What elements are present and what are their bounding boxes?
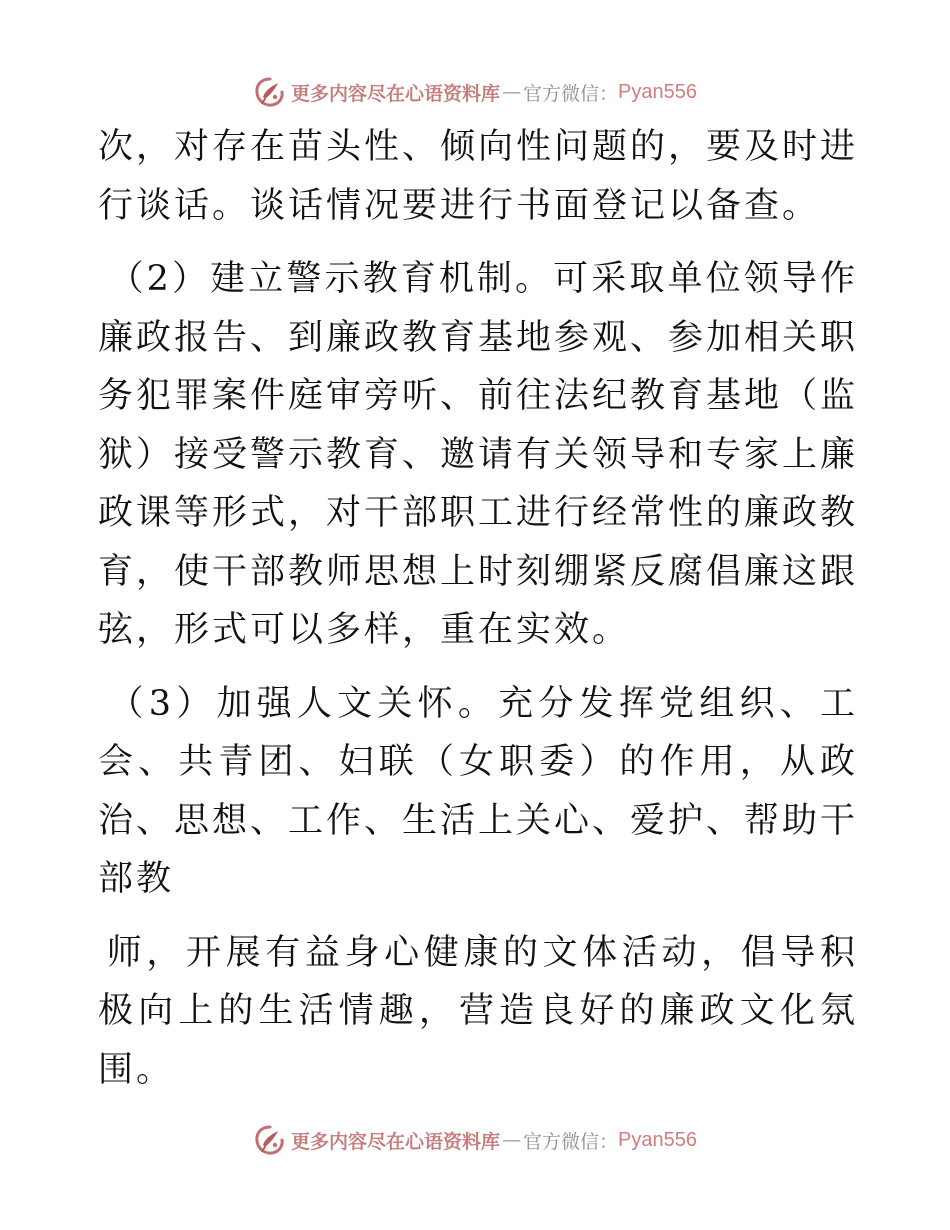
footer-site-text: 更多内容尽在心语资料库 xyxy=(291,1130,501,1153)
paragraph-2: （2）建立警示教育机制。可采取单位领导作廉政报告、到廉政教育基地参观、参加相关职务犯罪案件庭审旁听、前往法纪教育基地（监狱）接受警示教育、邀请有关领导和专家上廉政课等形式，对干部职工进行经常性的廉政教育，使干部教师思想上时刻绷紧反腐倡廉这跟弦，形式可以多样，重在实效。 xyxy=(98,259,859,650)
document-body xyxy=(98,118,858,1099)
quill-swirl-logo-icon xyxy=(253,1123,287,1157)
header-site-text: 更多内容尽在心语资料库 xyxy=(291,82,501,105)
quill-swirl-logo-icon xyxy=(253,75,287,109)
header-account: Pyan556 xyxy=(618,80,697,103)
footer-wechat-label: 官方微信： xyxy=(523,1130,619,1153)
footer-account: Pyan556 xyxy=(618,1128,697,1151)
header-banner xyxy=(0,72,950,112)
paragraph-1: 次，对存在苗头性、倾向性问题的，要及时进行谈话。谈话情况要进行书面登记以备查。 xyxy=(98,127,859,226)
footer-banner xyxy=(0,1120,950,1160)
header-dash: — xyxy=(502,81,522,103)
header-wechat-label: 官方微信： xyxy=(523,82,619,105)
paragraph-4: 师，开展有益身心健康的文体活动，倡导积极向上的生活情趣，营造良好的廉政文化氛围。 xyxy=(98,932,858,1090)
paragraph-3: （3）加强人文关怀。充分发挥党组织、工会、共青团、妇联（女职委）的作用，从政治、思想、工作、生活上关心、爱护、帮助干部教 xyxy=(98,683,859,899)
footer-dash: — xyxy=(502,1129,522,1151)
